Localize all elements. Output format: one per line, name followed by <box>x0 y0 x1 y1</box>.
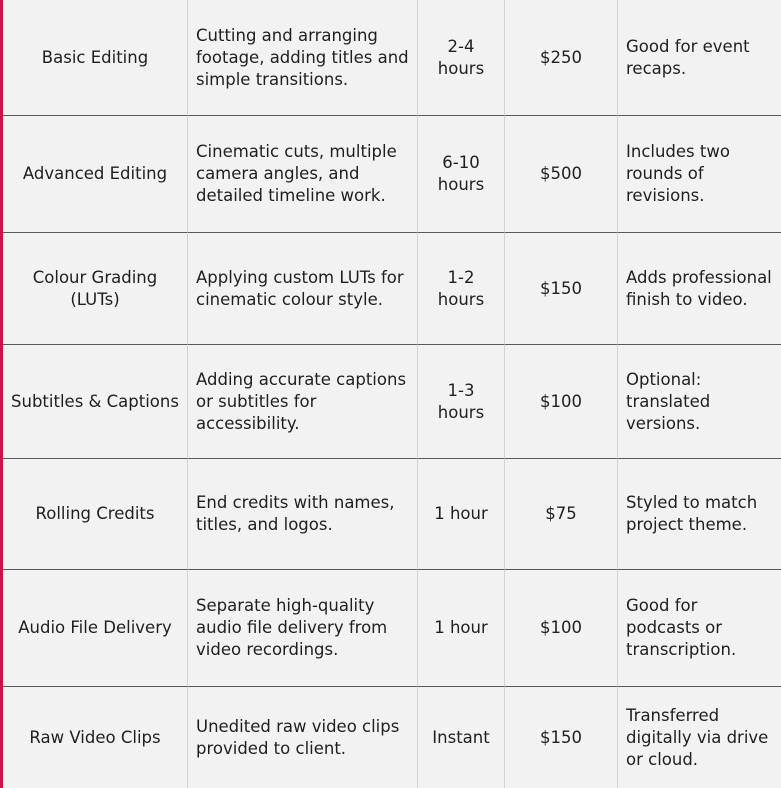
description-cell: Adding accurate captions or subtitles for accessibility. <box>188 345 418 459</box>
notes-cell: Optional: translated versions. <box>618 345 781 459</box>
service-name-cell: Colour Grading (LUTs) <box>3 233 188 345</box>
service-name-cell: Audio File Delivery <box>3 570 188 687</box>
description-cell: Cutting and arranging footage, adding titles and simple transitions. <box>188 0 418 116</box>
price-cell: $150 <box>505 687 618 788</box>
notes-cell: Good for podcasts or transcription. <box>618 570 781 687</box>
price-cell: $75 <box>505 459 618 570</box>
service-name-cell: Rolling Credits <box>3 459 188 570</box>
description-cell: Unedited raw video clips provided to client. <box>188 687 418 788</box>
description-cell: Separate high-quality audio file delivery from video recordings. <box>188 570 418 687</box>
notes-cell: Includes two rounds of revisions. <box>618 116 781 233</box>
notes-cell: Transferred digitally via drive or cloud. <box>626 705 769 769</box>
price-cell: $250 <box>505 0 618 116</box>
notes-cell: Adds professional finish to video. <box>618 233 781 345</box>
services-pricing-table <box>3 0 781 788</box>
price-cell: $100 <box>505 345 618 459</box>
time-estimate-cell: 1-3 hours <box>418 345 505 459</box>
description-cell: End credits with names, titles, and logos. <box>188 459 418 570</box>
price-cell: $100 <box>505 570 618 687</box>
time-estimate-cell: 6-10 hours <box>418 116 505 233</box>
notes-cell: Good for event recaps. <box>618 0 781 116</box>
description-cell: Applying custom LUTs for cinematic colour style. <box>188 233 418 345</box>
time-estimate-cell: 1-2 hours <box>418 233 505 345</box>
time-estimate-cell: Instant <box>418 687 505 788</box>
service-name-cell: Advanced Editing <box>3 116 188 233</box>
time-estimate-cell: 1 hour <box>418 570 505 687</box>
notes-cell: Styled to match project theme. <box>618 459 781 570</box>
time-estimate-cell: 2-4 hours <box>418 0 505 116</box>
time-estimate-cell: 1 hour <box>418 459 505 570</box>
price-cell: $150 <box>505 233 618 345</box>
price-cell: $500 <box>505 116 618 233</box>
service-name-cell: Basic Editing <box>3 0 188 116</box>
service-name-cell: Raw Video Clips <box>3 687 188 788</box>
description-cell: Cinematic cuts, multiple camera angles, and detailed timeline work. <box>188 116 418 233</box>
service-name-cell: Subtitles & Captions <box>3 345 188 459</box>
